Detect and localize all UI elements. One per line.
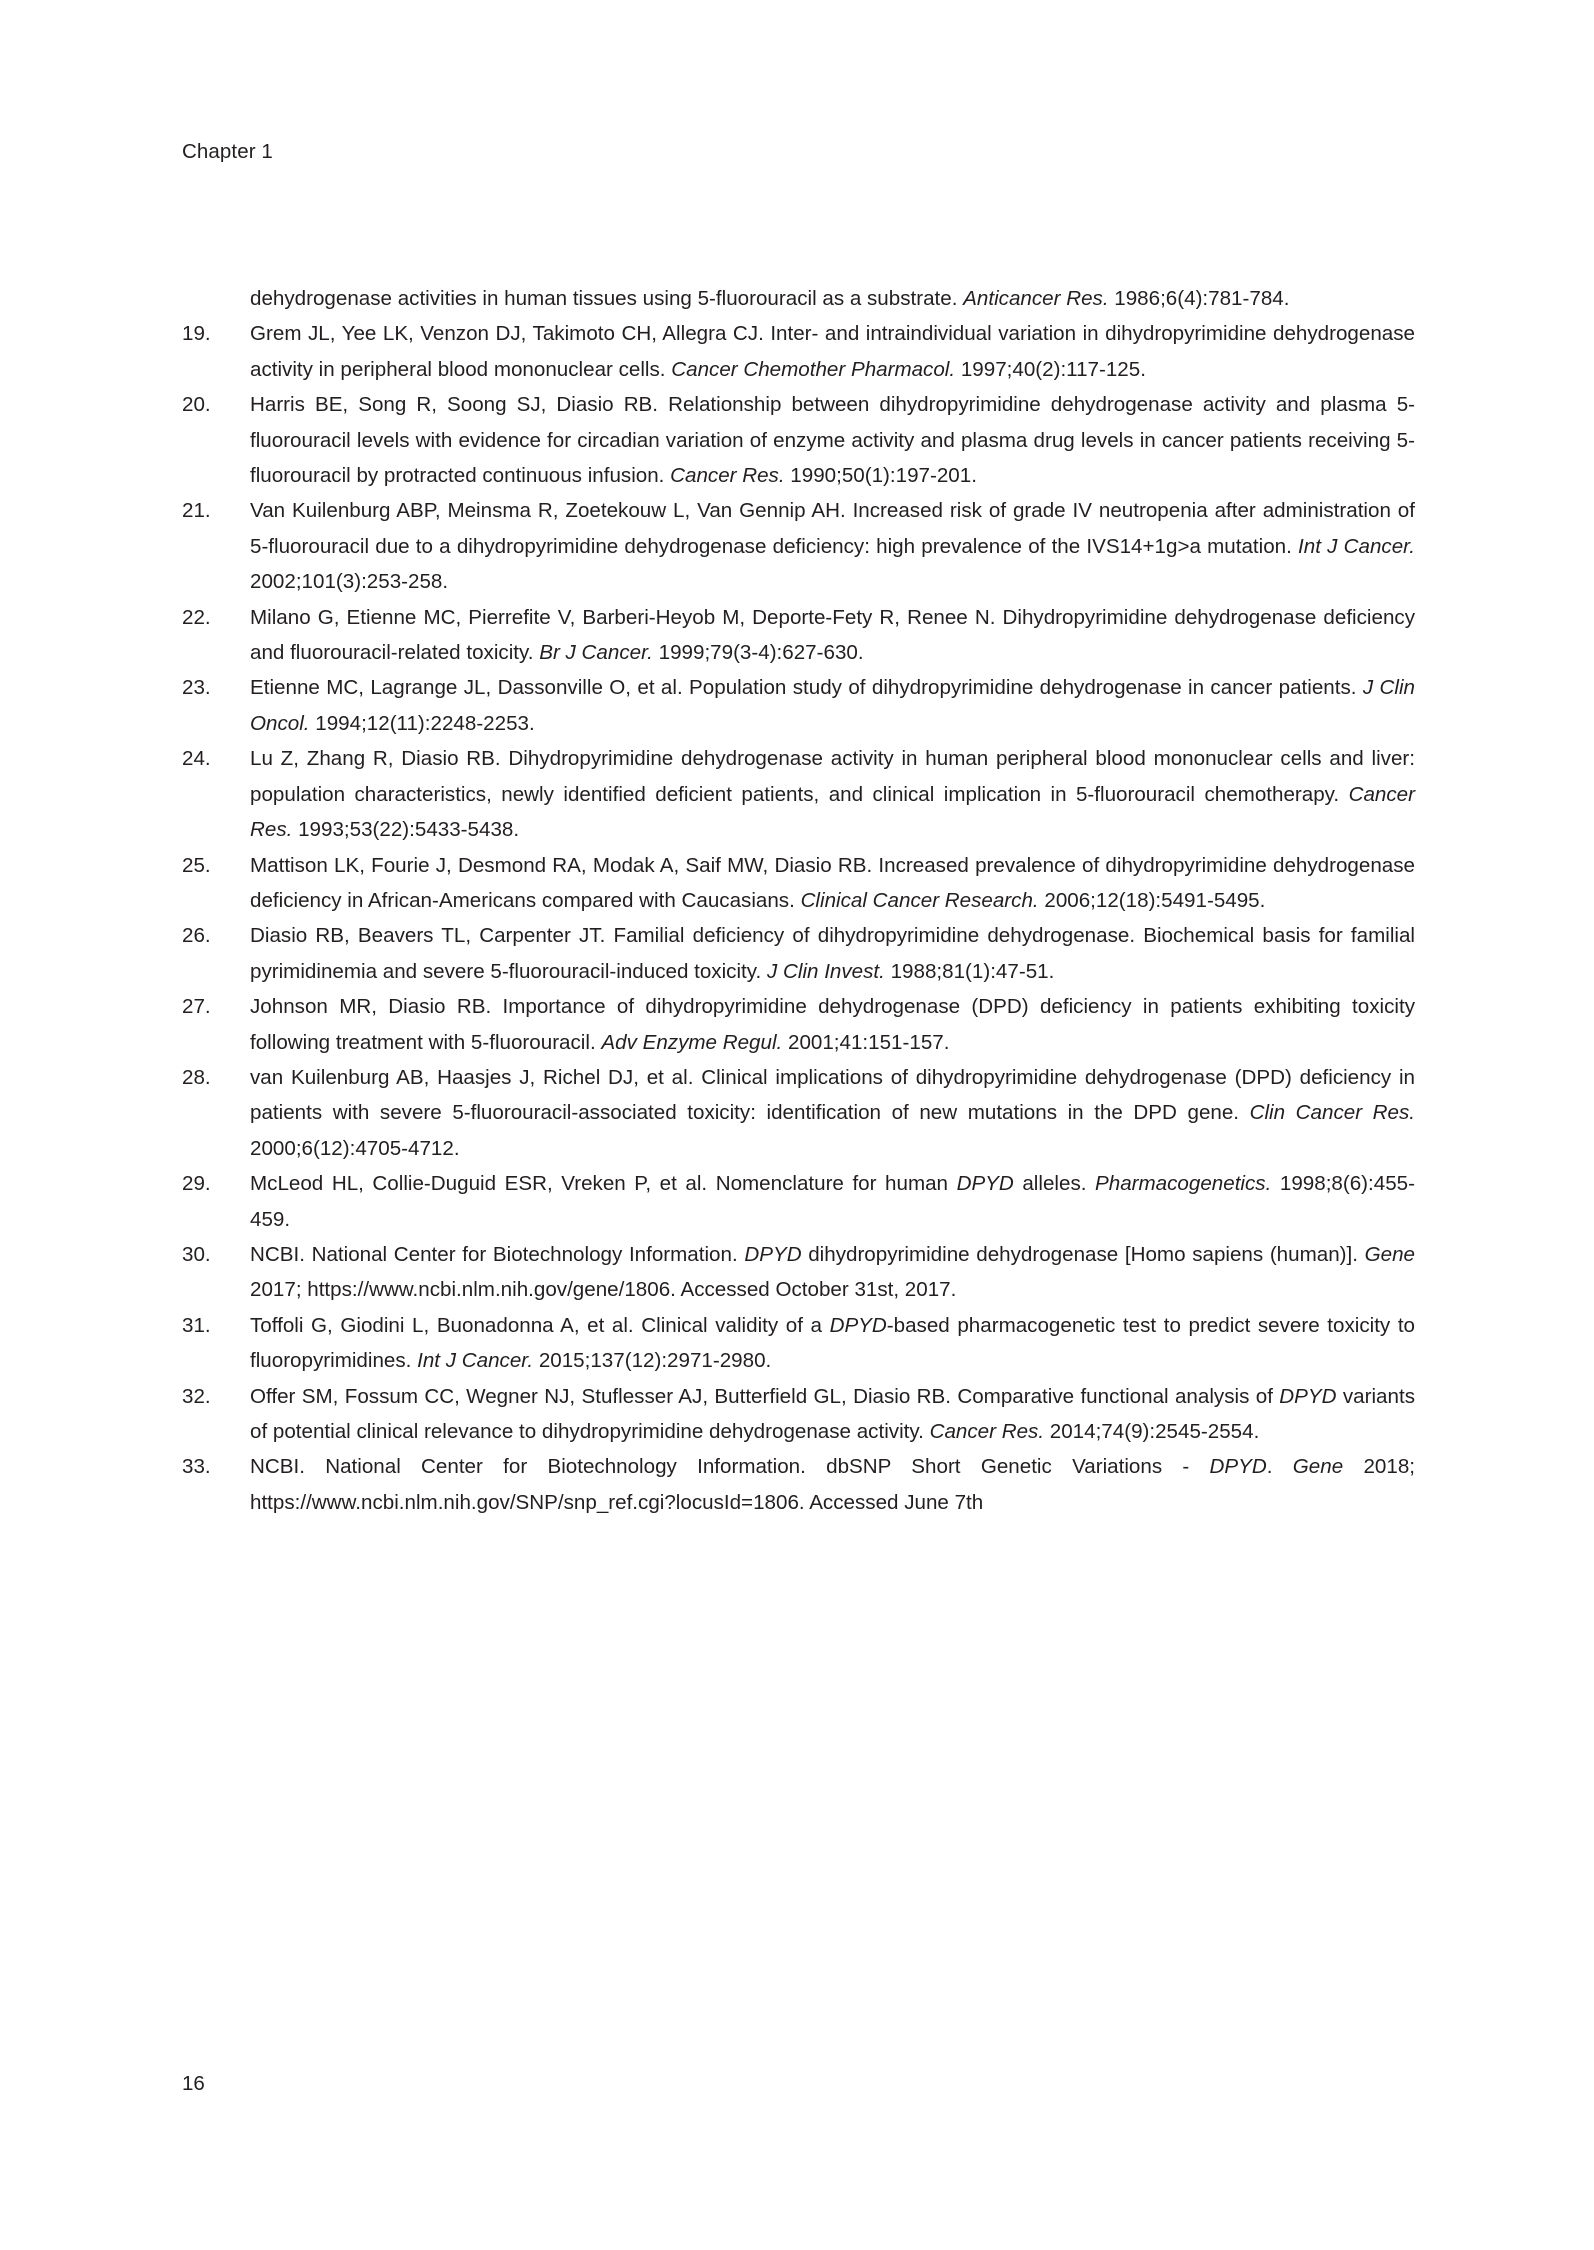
reference-text-segment: Milano G, Etienne MC, Pierrefite V, Barberi-Heyob M, Deporte-Fety R, Renee N. Dihydropyrimidine dehydrogenase deficiency and fluorouracil-related toxicity. [250,605,1415,665]
reference-item [182,387,1415,493]
reference-italic-segment: Cancer Res. [929,1420,1045,1443]
reference-number: 26. [182,924,211,948]
reference-italic-segment: J Clin Invest. [766,959,885,983]
reference-text [250,1379,1415,1450]
reference-number: 24. [182,747,211,771]
reference-text-segment: Diasio RB, Beavers TL, Carpenter JT. Familial deficiency of dihydropyrimidine dehydrogenase. Biochemical basis for familial pyrimidinemia and severe 5-fluorouracil-induced toxicity. [250,924,1415,983]
reference-text-segment: 2001;41:151-157. [782,1030,950,1054]
reference-text-segment: NCBI. National Center for Biotechnology Information. [250,1242,745,1266]
reference-text [250,918,1415,989]
reference-text-segment: 1988;81(1):47-51. [884,959,1055,983]
reference-italic-segment: DPYD [829,1313,887,1337]
reference-italic-segment: Gene [1292,1455,1344,1479]
continuation-text-after: 1986;6(4):781-784. [1108,287,1290,310]
reference-italic-segment: Cancer Chemother Pharmacol. [671,357,956,381]
reference-text-segment: 2000;6(12):4705-4712. [250,1136,460,1160]
reference-text [250,1237,1415,1308]
reference-text [250,848,1415,919]
reference-text-segment: 2014;74(9):2545-2554. [1044,1420,1260,1443]
reference-number: 33. [182,1455,211,1479]
reference-text [250,600,1415,671]
reference-text-segment: 2018; https://www.ncbi.nlm.nih.gov/SNP/snp_ref.cgi?locusId=1806. Accessed June 7th [250,1455,1415,1514]
reference-number: 27. [182,995,211,1019]
reference-text-segment: 1994;12(11):2248-2253. [309,711,535,735]
reference-item [182,1166,1415,1237]
continuation-journal-title: Anticancer Res. [963,287,1109,310]
reference-continuation-paragraph [182,281,1415,316]
reference-item [182,918,1415,989]
reference-text-segment: 1990;50(1):197-201. [784,464,977,488]
reference-text-segment: 2002;101(3):253-258. [250,570,449,594]
reference-italic-segment: Br J Cancer. [539,641,653,665]
reference-text-segment: -based pharmacogenetic test to predict severe toxicity to fluoropyrimidines. [250,1313,1415,1373]
reference-text [250,1060,1415,1166]
reference-item [182,989,1415,1060]
reference-italic-segment: Clinical Cancer Research. [800,888,1039,912]
reference-text [250,989,1415,1060]
reference-text [250,1308,1415,1379]
reference-number: 22. [182,605,211,629]
reference-text [250,741,1415,847]
reference-italic-segment: DPYD [1209,1455,1267,1479]
reference-number: 31. [182,1313,211,1337]
reference-item [182,1237,1415,1308]
reference-item [182,1060,1415,1166]
reference-italic-segment: Cancer Res. [670,464,785,488]
reference-italic-segment: DPYD [1279,1384,1337,1408]
reference-item [182,848,1415,919]
reference-number: 19. [182,322,211,346]
reference-item [182,493,1415,599]
reference-item [182,670,1415,741]
reference-number: 21. [182,499,211,523]
reference-number: 28. [182,1065,211,1089]
reference-number: 29. [182,1172,211,1196]
reference-text-segment: van Kuilenburg AB, Haasjes J, Richel DJ, et al. Clinical implications of dihydropyrimidine dehydrogenase (DPD) deficiency in patients with severe 5-fluorouracil-associated toxicity: identification of new mutations in the DPD gene. [250,1065,1415,1125]
reference-text-segment: Offer SM, Fossum CC, Wegner NJ, Stuflesser AJ, Butterfield GL, Diasio RB. Comparative functional analysis of [250,1384,1280,1408]
reference-italic-segment: Cancer Res. [250,782,1415,842]
running-head: Chapter 1 [182,140,273,163]
reference-item [182,1449,1415,1520]
reference-text-segment: alleles. [1013,1172,1096,1196]
reference-text-segment: dihydropyrimidine dehydrogenase [Homo sapiens (human)]. [801,1242,1365,1266]
reference-item [182,316,1415,387]
reference-text-segment: variants of potential clinical relevance to dihydropyrimidine dehydrogenase activity. [250,1384,1415,1443]
reference-text-segment: 2017; https://www.ncbi.nlm.nih.gov/gene/1806. Accessed October 31st, 2017. [250,1278,957,1302]
reference-text-segment: Van Kuilenburg ABP, Meinsma R, Zoetekouw L, Van Gennip AH. Increased risk of grade IV neutropenia after administration of 5-fluorouracil due to a dihydropyrimidine dehydrogenase deficiency: high prevalence of the IVS14+1g>a mutation. [250,499,1415,558]
reference-text-segment: Mattison LK, Fourie J, Desmond RA, Modak A, Saif MW, Diasio RB. Increased prevalence of dihydropyrimidine dehydrogenase deficiency in African-Americans compared with Caucasians. [250,853,1415,912]
reference-text-segment: Johnson MR, Diasio RB. Importance of dihydropyrimidine dehydrogenase (DPD) deficiency in patients exhibiting toxicity following treatment with 5-fluorouracil. [250,995,1415,1054]
reference-italic-segment: Int J Cancer. [417,1349,534,1373]
page-number: 16 [182,2072,205,2095]
reference-text [250,1449,1415,1520]
reference-text-segment: McLeod HL, Collie-Duguid ESR, Vreken P, et al. Nomenclature for human [250,1172,957,1196]
reference-item [182,600,1415,671]
reference-text [250,493,1415,599]
reference-text-segment: NCBI. National Center for Biotechnology Information. dbSNP Short Genetic Variations - [250,1455,1210,1479]
reference-text-segment: 1993;53(22):5433-5438. [292,818,520,842]
continuation-text-before: dehydrogenase activities in human tissues using 5-fluorouracil as a substrate. [250,287,964,310]
reference-text-segment: 2015;137(12):2971-2980. [533,1349,772,1373]
reference-italic-segment: Gene [1364,1242,1415,1266]
reference-list [182,316,1415,1520]
reference-italic-segment: DPYD [956,1172,1014,1196]
reference-number: 30. [182,1242,211,1266]
reference-number: 23. [182,676,211,700]
reference-list-container [182,281,1415,1520]
reference-number: 25. [182,853,211,877]
reference-text-segment: Harris BE, Song R, Soong SJ, Diasio RB. Relationship between dihydropyrimidine dehydrogenase activity and plasma 5-fluorouracil levels with evidence for circadian variation of enzyme activity and plasma drug levels in cancer patients receiving 5-fluorouracil by protracted continuous infusion. [250,393,1415,488]
reference-item [182,741,1415,847]
reference-italic-segment: Pharmacogenetics. [1095,1172,1272,1196]
reference-text [250,316,1415,387]
reference-italic-segment: Adv Enzyme Regul. [601,1030,783,1054]
reference-text-segment: Toffoli G, Giodini L, Buonadonna A, et al. Clinical validity of a [250,1313,830,1337]
reference-item [182,1308,1415,1379]
reference-italic-segment: Int J Cancer. [1298,534,1415,558]
reference-text-segment: Lu Z, Zhang R, Diasio RB. Dihydropyrimidine dehydrogenase activity in human peripheral blood mononuclear cells and liver: population characteristics, newly identified deficient patients, and clinical implication in 5-fluorouracil chemotherapy. [250,747,1415,806]
reference-text-segment: 1998;8(6):455-459. [250,1172,1415,1231]
reference-number: 32. [182,1384,211,1408]
reference-item [182,1379,1415,1450]
reference-italic-segment: J Clin Oncol. [250,676,1415,735]
reference-text-segment: . [1266,1455,1293,1479]
reference-text [250,1166,1415,1237]
reference-italic-segment: Clin Cancer Res. [1249,1101,1415,1125]
reference-text-segment: 2006;12(18):5491-5495. [1038,888,1266,912]
reference-text [250,387,1415,493]
reference-italic-segment: DPYD [744,1242,802,1266]
reference-text [250,670,1415,741]
reference-text-segment: 1999;79(3-4):627-630. [652,641,864,665]
reference-text-segment: Grem JL, Yee LK, Venzon DJ, Takimoto CH, Allegra CJ. Inter- and intraindividual variation in dihydropyrimidine dehydrogenase activity in peripheral blood mononuclear cells. [250,322,1415,381]
reference-text-segment: 1997;40(2):117-125. [955,357,1146,381]
reference-number: 20. [182,393,211,417]
reference-text-segment: Etienne MC, Lagrange JL, Dassonville O, et al. Population study of dihydropyrimidine dehydrogenase in cancer patients. [250,676,1363,700]
